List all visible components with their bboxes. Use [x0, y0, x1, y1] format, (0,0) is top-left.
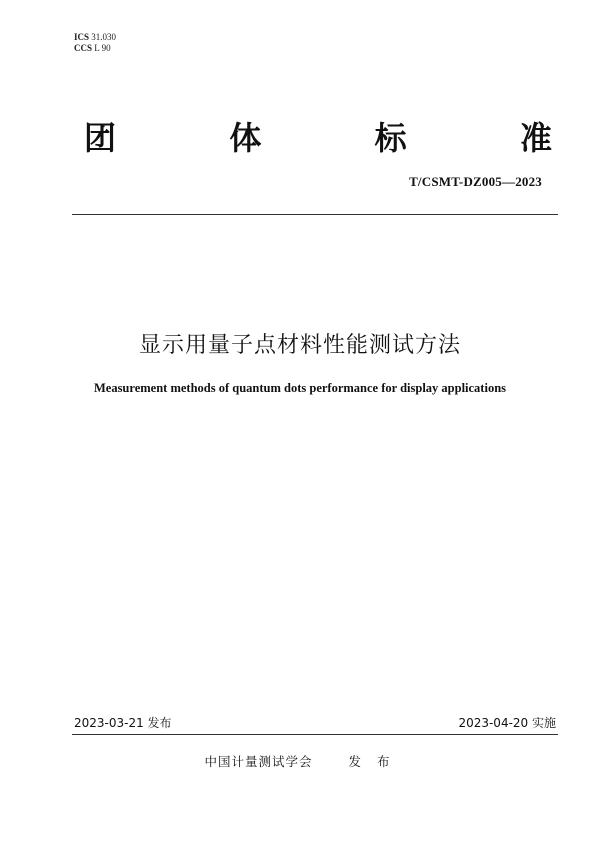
- group-standard-banner: [84, 118, 552, 158]
- implementation-date: 2023-04-20 实施: [458, 716, 556, 730]
- ccs-code: CCS L 90: [74, 43, 111, 53]
- banner-char-4: 准: [519, 119, 552, 157]
- ics-code: ICS 31.030: [74, 32, 117, 42]
- banner-char-1: 团: [84, 119, 117, 157]
- top-divider: [72, 214, 558, 215]
- standard-number: T/CSMT-DZ005—2023: [409, 174, 542, 189]
- publisher: [0, 752, 600, 770]
- issue-date: 2023-03-21 发布: [74, 716, 172, 730]
- title-chinese: 显示用量子点材料性能测试方法: [138, 333, 461, 358]
- classification-codes: [74, 32, 116, 54]
- publisher-name: 中国计量测试学会: [204, 754, 313, 769]
- publish-label: 发 布: [348, 754, 396, 769]
- banner-char-2: 体: [229, 119, 262, 157]
- banner-char-3: 标: [374, 119, 407, 157]
- bottom-divider: [72, 734, 558, 735]
- title-english: Measurement methods of quantum dots performance for display applications: [93, 381, 507, 395]
